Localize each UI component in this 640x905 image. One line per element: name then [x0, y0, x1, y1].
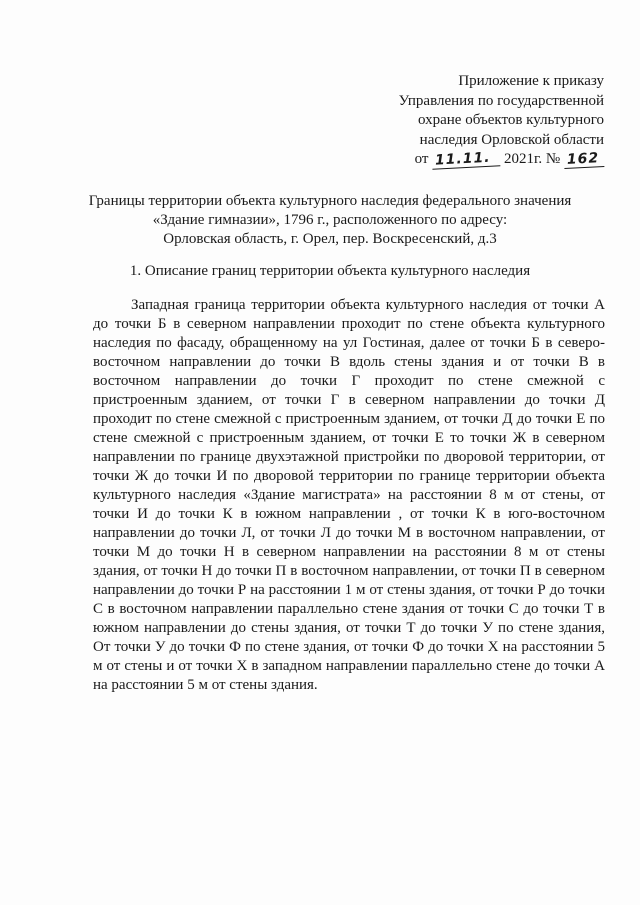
- appendix-line: Приложение к приказу: [458, 73, 604, 89]
- title-line: «Здание гимназии», 1796 г., расположенного по адресу:: [152, 212, 508, 228]
- title-line: Границы территории объекта культурного наследия федерального значения: [88, 193, 572, 209]
- appendix-line: наследия Орловской области: [419, 131, 604, 148]
- title-line: Орловская область, г. Орел, пер. Воскресенский, д.3: [163, 231, 497, 247]
- year-number-label: 2021г. №: [503, 151, 561, 167]
- appendix-header: [344, 72, 604, 170]
- boundary-description-paragraph: Западная граница территории объекта культурного наследия от точки А до точки Б в северном направлении проходит по стене объекта культурного наследия по фасаду, обращенному на ул Гостиная, далее от точки Б в северо-восточном направлении до точки В вдоль стены здания и от точки В в восточном направлении до точки Г проходит по стене смежной с пристроенным зданием, от точки Г в северном направлении до точки Д проходит по стене смежной с пристроенным зданием, от точки Д до точки Е по стене смежной с пристроенным зданием, от точки Е то точки Ж в северном направлении по границе двухэтажной пристройки по дворовой территории, от точки Ж до точки И по дворовой территории по границе территории объекта культурного наследия «Здание магистрата» на расстоянии 8 м от стены, от точки И до точки К в южном направлении , от точки К в юго-восточном направлении до точки Л, от точки Л до точки М в восточном направлении, от точки М до точки Н в северном направлении на расстоянии 8 м от стены здания, от точки Н до точки П в восточном направлении, от точки П в северном направлении до точки Р на расстоянии 1 м от стены здания, от точки Р до точки С в восточном направлении параллельно стене здания от точки С до точки Т в южном направлении до стены здания, от точки Т до точки У по стене здания, От точки У до точки Ф по стене здания, от точки Ф до точки Х на расстоянии 5 м от стены и от точки Х в западном направлении параллельно стене до точки А на расстоянии 5 м от стены здания.: [93, 297, 605, 693]
- handwritten-date: 11.11.: [432, 150, 501, 170]
- section-heading: 1. Описание границ территории объекта культурного наследия: [129, 263, 531, 279]
- appendix-line: Управления по государственной: [398, 92, 604, 109]
- order-date-line: [344, 150, 604, 170]
- handwritten-order-number: 162: [564, 151, 605, 169]
- appendix-line: охране объектов культурного: [417, 112, 604, 128]
- date-prefix: от: [414, 151, 429, 167]
- document-title: [60, 192, 600, 249]
